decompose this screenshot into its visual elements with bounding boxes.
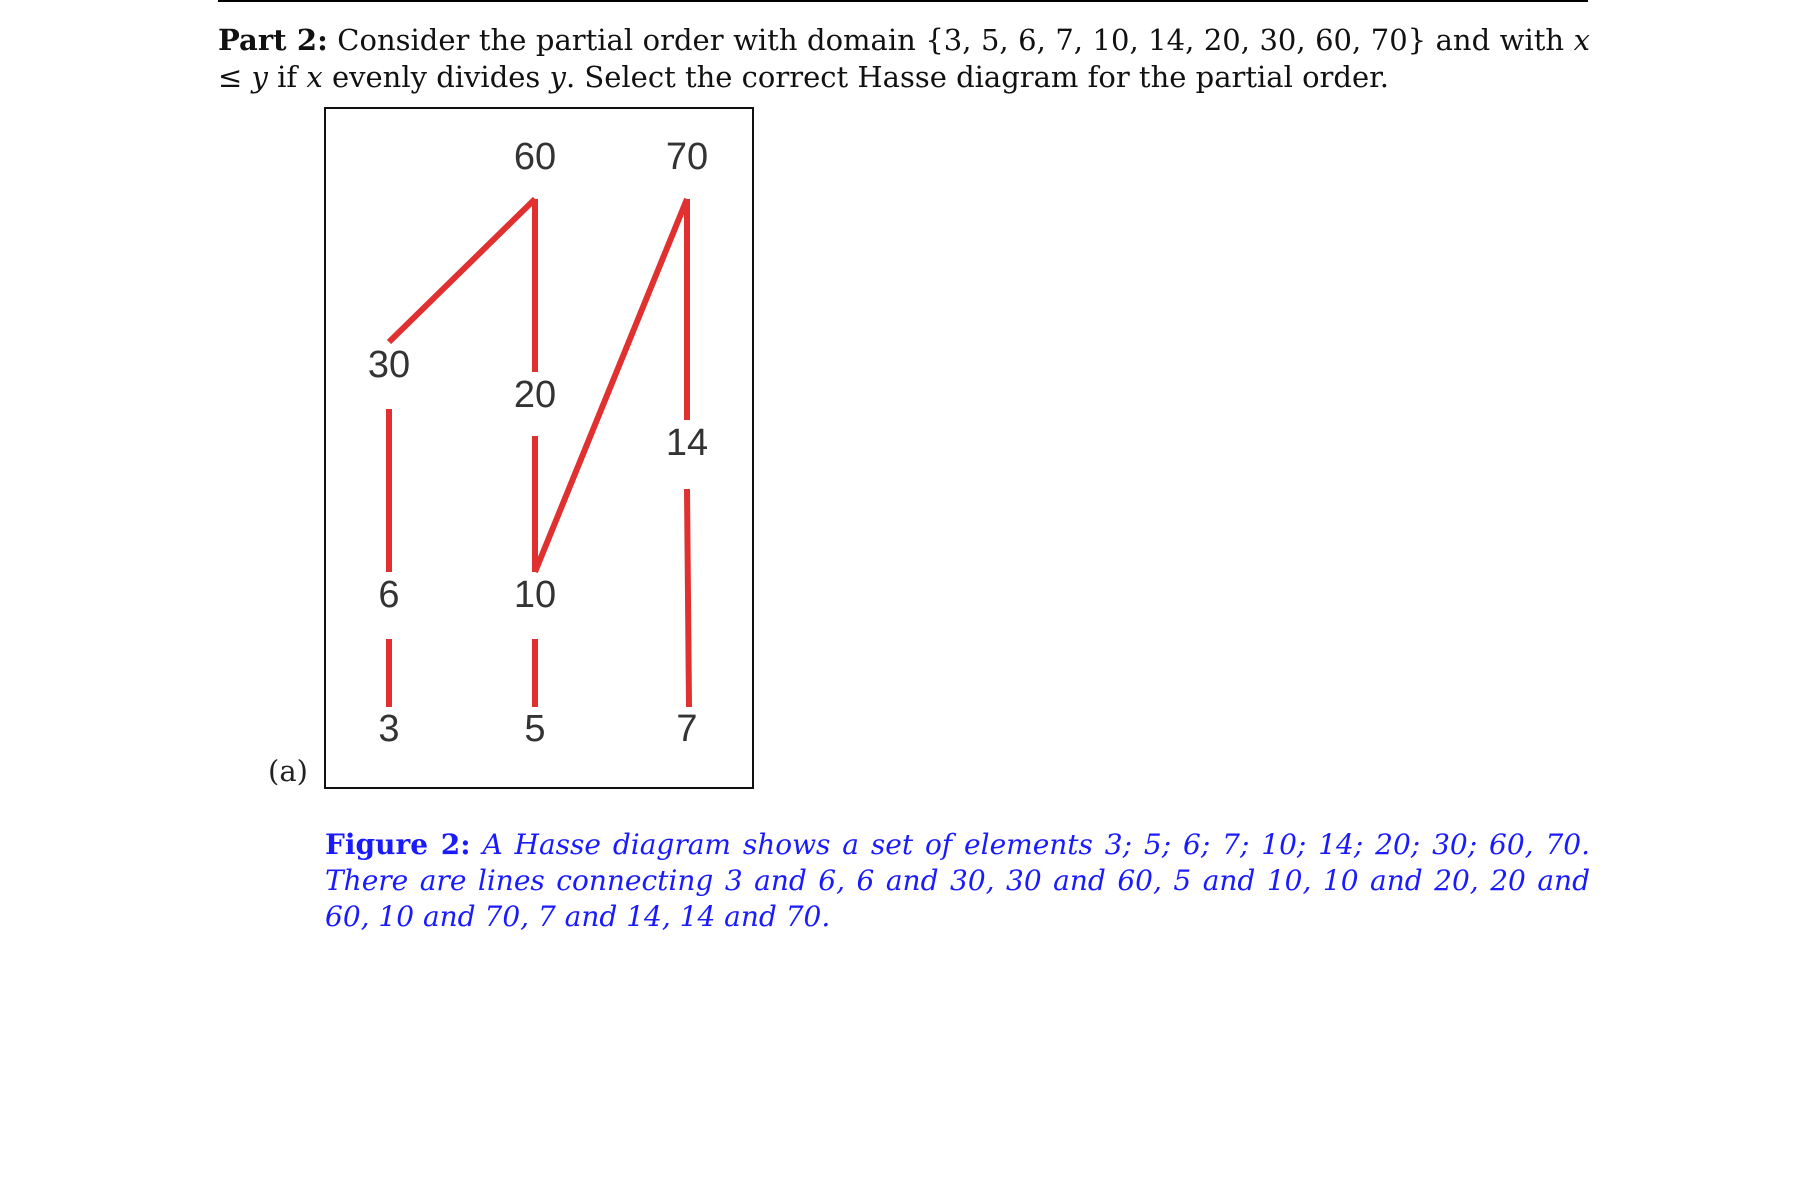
node-10: 10 <box>513 574 557 616</box>
caption-label: Figure 2: <box>325 828 471 861</box>
option-label-a[interactable]: (a) <box>268 754 308 788</box>
top-rule <box>218 0 1588 2</box>
hasse-diagram-svg <box>326 109 752 787</box>
question-text: Part 2: Consider the partial order with domain {3, 5, 6, 7, 10, 14, 20, 30, 60, 70} and with x ≤ y if x evenly divides y. Select the correct Hasse diagram for the partial order. <box>218 23 1590 94</box>
edge-10-70 <box>535 199 687 572</box>
node-6: 6 <box>378 574 400 616</box>
node-5: 5 <box>524 708 546 750</box>
edge-30-60 <box>389 199 535 342</box>
hasse-diagram[interactable] <box>324 107 754 789</box>
node-14: 14 <box>665 422 709 464</box>
node-20: 20 <box>513 374 557 416</box>
node-60: 60 <box>513 136 557 178</box>
part-label: Part 2: <box>218 23 328 57</box>
figure-caption <box>325 827 1590 935</box>
node-70: 70 <box>665 136 709 178</box>
caption-text: A Hasse diagram shows a set of elements 3; 5; 6; 7; 10; 14; 20; 30; 60, 70. There are lines connecting 3 and 6, 6 and 30, 30 and 60, 5 and 10, 10 and 20, 20 and 60, 10 and 70, 7 and 14, 14 and 70. <box>325 828 1590 933</box>
node-7: 7 <box>676 708 698 750</box>
node-3: 3 <box>378 708 400 750</box>
edge-7-14 <box>687 489 689 707</box>
node-30: 30 <box>367 344 411 386</box>
